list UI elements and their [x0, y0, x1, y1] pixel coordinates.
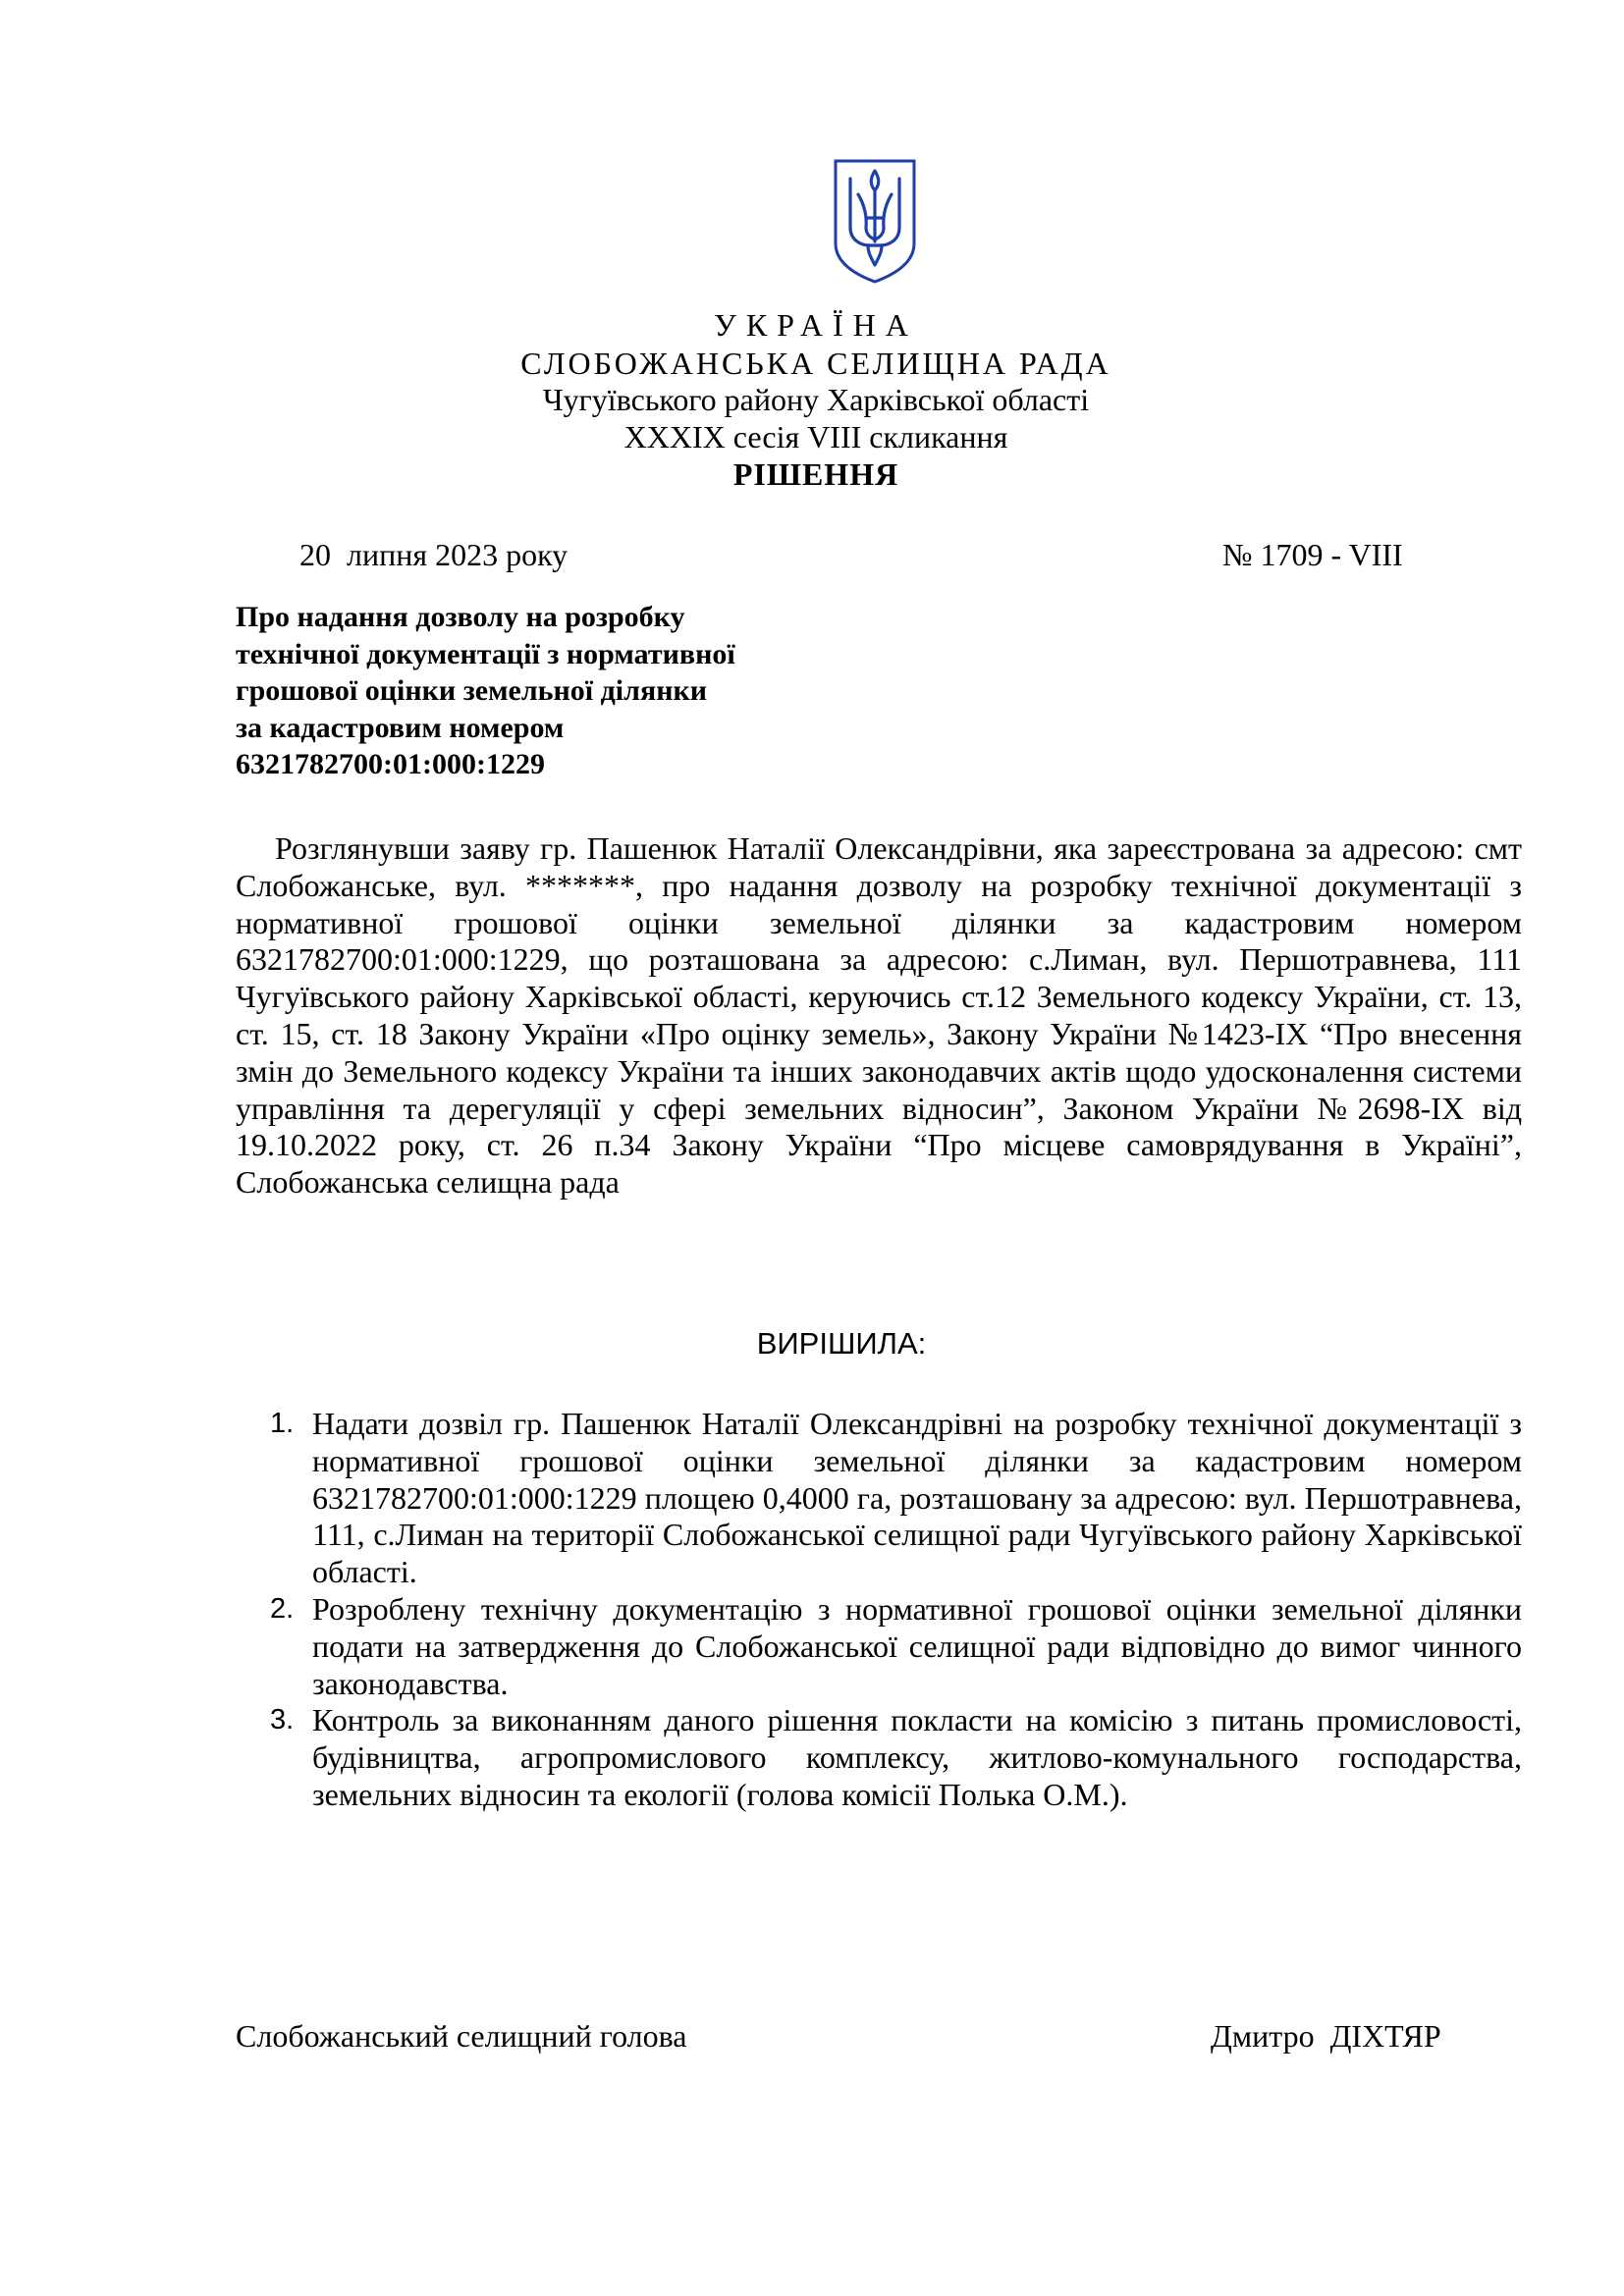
trident-coat-of-arms-icon	[831, 157, 919, 285]
decision-list	[270, 1406, 1522, 1814]
decision-number: № 1709 - VIII	[1222, 537, 1403, 572]
decision-date: 20 липня 2023 року	[299, 537, 568, 572]
signatory-position: Слобожанський селищний голова	[236, 2018, 687, 2054]
document-type-title: РІШЕННЯ	[732, 456, 899, 492]
decision-item	[270, 1702, 1522, 1813]
decided-label: ВИРІШИЛА:	[756, 1326, 927, 1361]
subject-line: за кадастровим номером	[236, 711, 565, 744]
decision-item-number: 3.	[270, 1704, 295, 1736]
header-session: XXXIX сесія VIII скликання	[623, 419, 1008, 454]
decision-item-number: 2.	[270, 1592, 295, 1625]
preamble-paragraph: Розглянувши заяву гр. Пашенюк Наталії Олександрівни, яка зареєстрована за адресою: смт Слобожанське, вул. *******, про надання дозволу на розробку технічної документації з нормативної грошової оцінки земельної ділянки за кадастровим номером 6321782700:01:000:1229, що розташована за адресою: с.Лиман, вул. Першотравнева, 111 Чугуївського району Харківської області, керуючись ст.12 Земельного кодексу України, ст. 13, ст. 15, ст. 18 Закону України «Про оцінку земель», Закону України №1423-IX “Про внесення змін до Земельного кодексу України та інших законодавчих актів щодо удосконалення системи управління та дерегуляції у сфері земельних відносин”, Законом України №2698-IX від 19.10.2022 року, ст. 26 п.34 Закону України “Про місцеве самоврядування в Україні”, Слобожанська селищна рада	[236, 830, 1522, 1201]
header-district: Чугуївського району Харківської області	[542, 382, 1090, 417]
decision-item-text: Розроблену технічну документацію з нормативної грошової оцінки земельної ділянки подати на затвердження до Слобожанської селищної ради відповідно до вимог чинного законодавства.	[312, 1590, 1522, 1701]
subject-line: технічної документації з нормативної	[236, 637, 735, 670]
subject-line: Про надання дозволу на розробку	[236, 601, 685, 633]
subject-line: 6321782700:01:000:1229	[236, 748, 545, 780]
header-country: УКРАЇНА	[714, 307, 918, 343]
decision-item-number: 1.	[270, 1408, 295, 1439]
decision-item	[270, 1406, 1522, 1591]
subject-line: грошової оцінки земельної ділянки	[236, 674, 708, 707]
decision-item-text: Надати дозвіл гр. Пашенюк Наталії Олександрівні на розробку технічної документації з нормативної грошової оцінки земельної ділянки за кадастровим номером 6321782700:01:000:1229 площею 0,4000 га, розташовану за адресою: вул. Першотравнева, 111, с.Лиман на території Слобожанської селищної ради Чугуївського району Харківської області.	[312, 1406, 1522, 1590]
signatory-name: Дмитро ДІХТЯР	[1211, 2018, 1441, 2054]
decision-subject	[236, 599, 844, 783]
decision-item	[270, 1591, 1522, 1702]
decision-item-text: Контроль за виконанням даного рішення покласти на комісію з питань промисловості, будівництва, агропромислового комплексу, житлово-комунального господарства, земельних відносин та екології (голова комісії Полька О.М.).	[312, 1702, 1522, 1812]
header-council: СЛОБОЖАНСЬКА СЕЛИЩНА РАДА	[520, 346, 1111, 381]
